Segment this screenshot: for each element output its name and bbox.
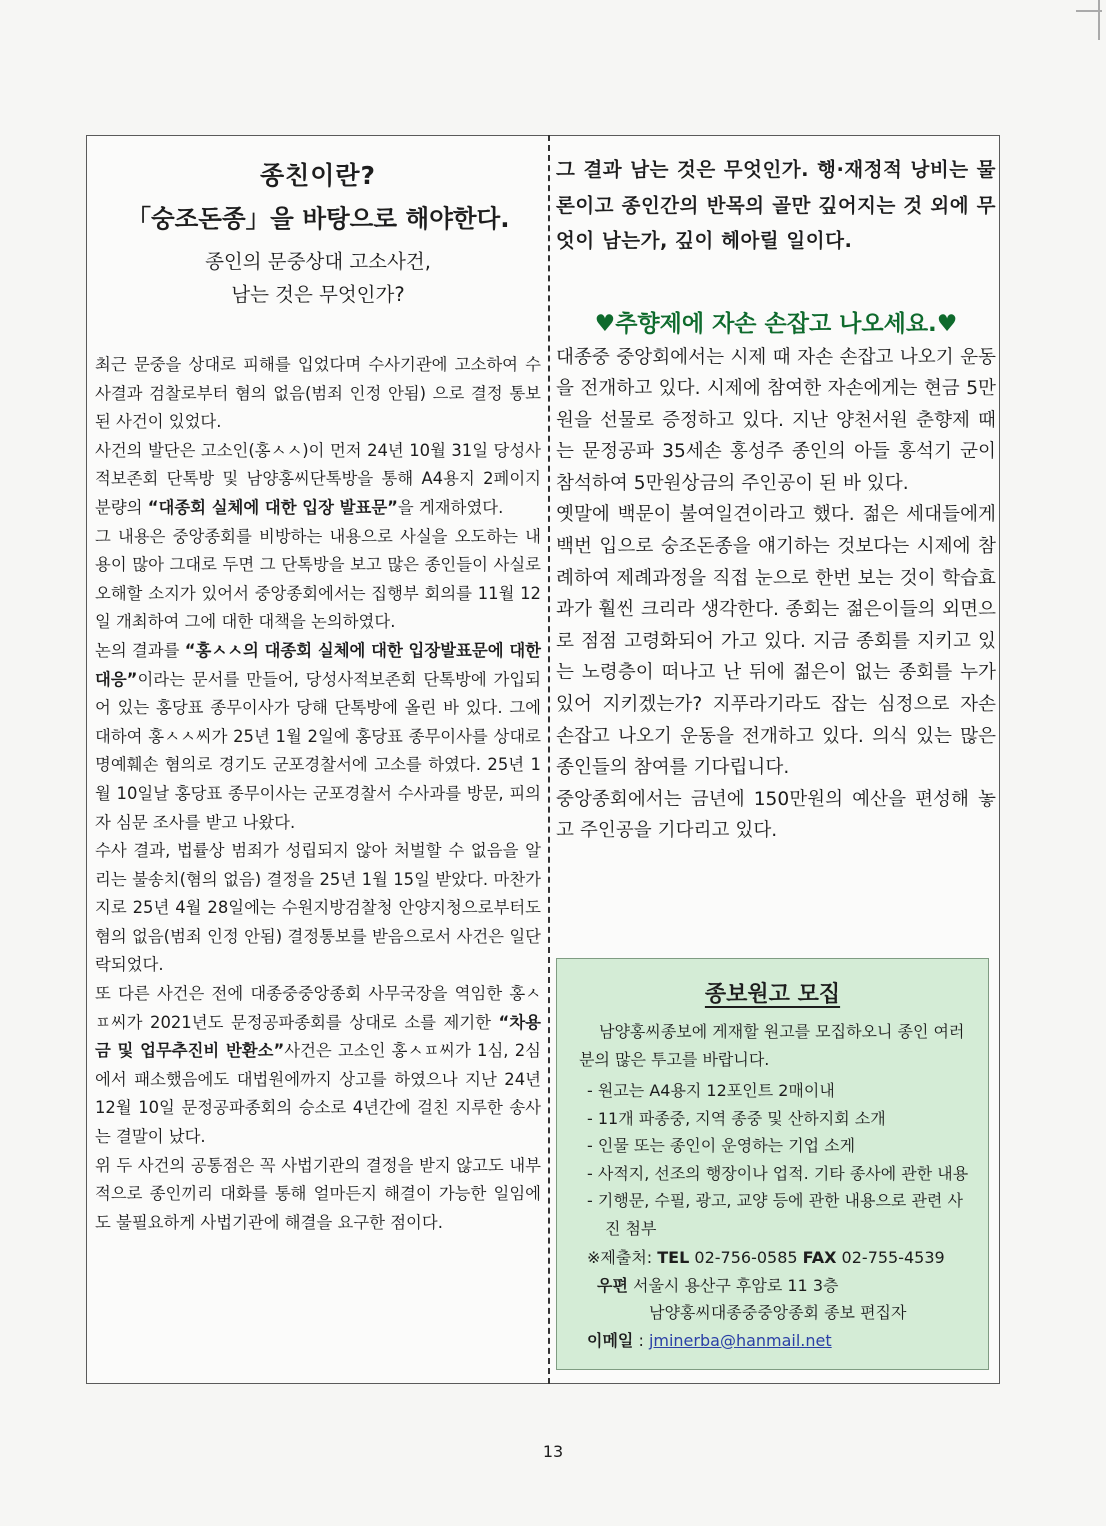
email-separator: : [633, 1330, 649, 1350]
paragraph-text: 수사 결과, 법률상 범죄가 성립되지 않아 처벌할 수 없음을 알리는 불송치(혐의 없음) 결정을 25년 1월 15일 받았다. 마찬가지로 25년 4월 28일에는 수원지방검찰청 안양지청으로부터도 혐의 없음(범죄 인정 안됨) 결정통보를 받음으로서 사건은 일단락되었다. [95, 841, 541, 975]
notice-body [557, 1018, 988, 1354]
right-column [556, 152, 996, 847]
list-item: - 기행문, 수필, 광고, 교양 등에 관한 내용으로 관련 사진 첨부 [587, 1191, 963, 1238]
contact-recipient: 남양홍씨대종중중앙종회 종보 편집자 [649, 1303, 907, 1322]
paragraph-text: 논의 결과를 [95, 640, 185, 660]
email-link[interactable]: jminerba@hanmail.net [648, 1330, 832, 1350]
section-heading [556, 305, 996, 338]
heart-icon: ♥ [936, 310, 958, 337]
section-body [556, 342, 996, 848]
paragraph-text: 그 내용은 중앙종회를 비방하는 내용으로 사실을 오도하는 내용이 많아 그대로 두면 그 단톡방을 보고 많은 종인들이 사실로 오해할 소지가 있어서 중앙종회에서는 집행부 회의를 11월 12일 개최하여 그에 대한 대책을 논의하였다. [95, 526, 541, 632]
list-item: - 원고는 A4용지 12포인트 2매이내 [587, 1081, 835, 1100]
fax-number: 02-755-4539 [836, 1248, 945, 1267]
notice-list [587, 1077, 972, 1242]
submission-notice-box [556, 958, 989, 1370]
article-body [95, 351, 541, 1237]
paragraph-text: 을 게재하였다. [397, 497, 504, 517]
paragraph [95, 837, 541, 980]
paragraph: 중앙종회에서는 금년에 150만원의 예산을 편성해 놓고 주인공을 기다리고 있다. [556, 788, 996, 842]
article-subtitle [95, 245, 541, 311]
paragraph: 옛말에 백문이 불여일견이라고 했다. 젊은 세대들에게 백번 입으로 숭조돈종을 얘기하는 것보다는 시제에 참례하여 제례과정을 직접 눈으로 한번 보는 것이 학습효과가 훨씬 크리라 생각한다. 종회는 젊은이들의 외면으로 점점 고령화되어 가고 있다. 지금 종회를 지키고 있는 노령층이 떠나고 난 뒤에 젊은이 없는 종회를 누가 있어 지키겠는가? 지푸라기라도 잡는 심정으로 자손 손잡고 나오기 운동을 전개하고 있다. 의식 있는 많은 종인들의 참여를 기다립니다. [556, 504, 996, 779]
list-item: - 인물 또는 종인이 운영하는 기업 소게 [587, 1136, 856, 1155]
paragraph-text: 이라는 문서를 만들어, 당성사적보존회 단톡방에 가입되어 있는 홍당표 종무이사가 당해 단톡방에 올린 바 있다. 그에 대하여 홍ㅅㅅ씨가 25년 1월 2일에 홍당표 종무이사를 상대로 명예훼손 혐의로 경기도 군포경찰서에 고소를 하였다. 25년 1월 10일날 홍당표 종무이사는 군포경찰서 수사과를 방문, 피의자 심문 조사를 받고 나왔다. [95, 669, 541, 832]
contact-info [587, 1244, 972, 1354]
contact-email-line [587, 1327, 972, 1355]
page-number: 13 [542, 1442, 564, 1461]
paragraph-text: 사건의 발단은 고소인(홍ㅅㅅ)이 먼저 24년 10월 31일 당성사적보존회 단톡방 및 남양홍씨단톡방을 통해 A4용지 2페이지 분량의 [95, 440, 541, 517]
column-divider [548, 135, 550, 1384]
list-item: - 11개 파종중, 지역 종중 및 산하지회 소개 [587, 1108, 886, 1128]
article-title: 종친이란? [259, 161, 377, 190]
tel-number: 02-756-0585 [689, 1248, 803, 1267]
notice-intro: 남양홍씨종보에 게재할 원고를 모집하오니 종인 여러분의 많은 투고를 바랍니다. [579, 1022, 965, 1069]
paragraph [95, 637, 541, 837]
paragraph [95, 351, 541, 437]
paragraph-text: 최근 문중을 상대로 피해를 입었다며 수사기관에 고소하여 수사결과 검찰로부터 혐의 없음(범죄 인정 안됨) 으로 결정 통보된 사건이 있었다. [95, 355, 541, 432]
post-label: 우편 [597, 1275, 628, 1295]
subtitle-line: 남는 것은 무엇인가? [231, 283, 405, 306]
scan-edge-mark [1098, 0, 1100, 40]
paragraph [95, 1152, 541, 1238]
left-column [95, 150, 541, 1237]
fax-label: FAX [802, 1248, 837, 1267]
email-label: 이메일 [587, 1330, 634, 1350]
section-heading-text: 추향제에 자손 손잡고 나오세요. [615, 310, 937, 337]
article-headline: 「숭조돈종」을 바탕으로 해야한다. [126, 204, 510, 233]
paragraph: 대종중 중앙회에서는 시제 때 자손 손잡고 나오기 운동을 전개하고 있다. 시제에 참여한 자손에게는 현금 5만원을 선물로 증정하고 있다. 지난 양천서원 춘향제 때는 문정공파 35세손 홍성주 종인의 아들 홍석기 군이 참석하여 5만원상금의 주인공이 된 바 있다. [556, 346, 996, 494]
heart-icon: ♥ [594, 310, 616, 337]
paragraph-text: 위 두 사건의 공통점은 꼭 사법기관의 결정을 받지 않고도 내부적으로 종인끼리 대화를 통해 얼마든지 해결이 가능한 일임에도 불필요하게 사법기관에 해결을 요구한 점이다. [95, 1155, 541, 1232]
paragraph [95, 523, 541, 637]
emphasis-text: “차용금 및 업무추진비 반환소” [95, 1012, 541, 1061]
paragraph-text: 사건은 고소인 홍ㅅㅍ씨가 1심, 2심에서 패소했음에도 대법원에까지 상고를 하였으나 지난 24년 12월 10일 문정공파종회의 승소로 4년간에 걸친 지루한 송사는 결말이 났다. [95, 1041, 541, 1147]
notice-title: 종보원고 모집 [704, 982, 841, 1007]
submit-label: ※제출처: [587, 1248, 658, 1267]
paragraph [95, 980, 541, 1152]
emphasis-text: “대종회 실체에 대한 입장 발표문” [147, 497, 398, 517]
contact-phone-line [587, 1244, 972, 1272]
address: 서울시 용산구 후암로 11 3층 [627, 1275, 839, 1295]
lead-paragraph: 그 결과 남는 것은 무엇인가. 행·재정적 낭비는 물론이고 종인간의 반목의 골만 깊어지는 것 외에 무엇이 남는가, 깊이 헤아릴 일이다. [556, 158, 996, 252]
paragraph [95, 437, 541, 523]
contact-address-line [587, 1272, 972, 1300]
emphasis-text: “홍ㅅㅅ의 대종회 실체에 대한 입장발표문에 대한 대응” [95, 640, 541, 689]
list-item: - 사적지, 선조의 행장이나 업적. 기타 종사에 관한 내용 [587, 1163, 969, 1183]
tel-label: TEL [657, 1248, 690, 1267]
subtitle-line: 종인의 문중상대 고소사건, [205, 250, 431, 273]
paragraph-text: 또 다른 사건은 전에 대종중중앙종회 사무국장을 역임한 홍ㅅㅍ씨가 2021년도 문정공파종회를 상대로 소를 제기한 [95, 984, 541, 1032]
